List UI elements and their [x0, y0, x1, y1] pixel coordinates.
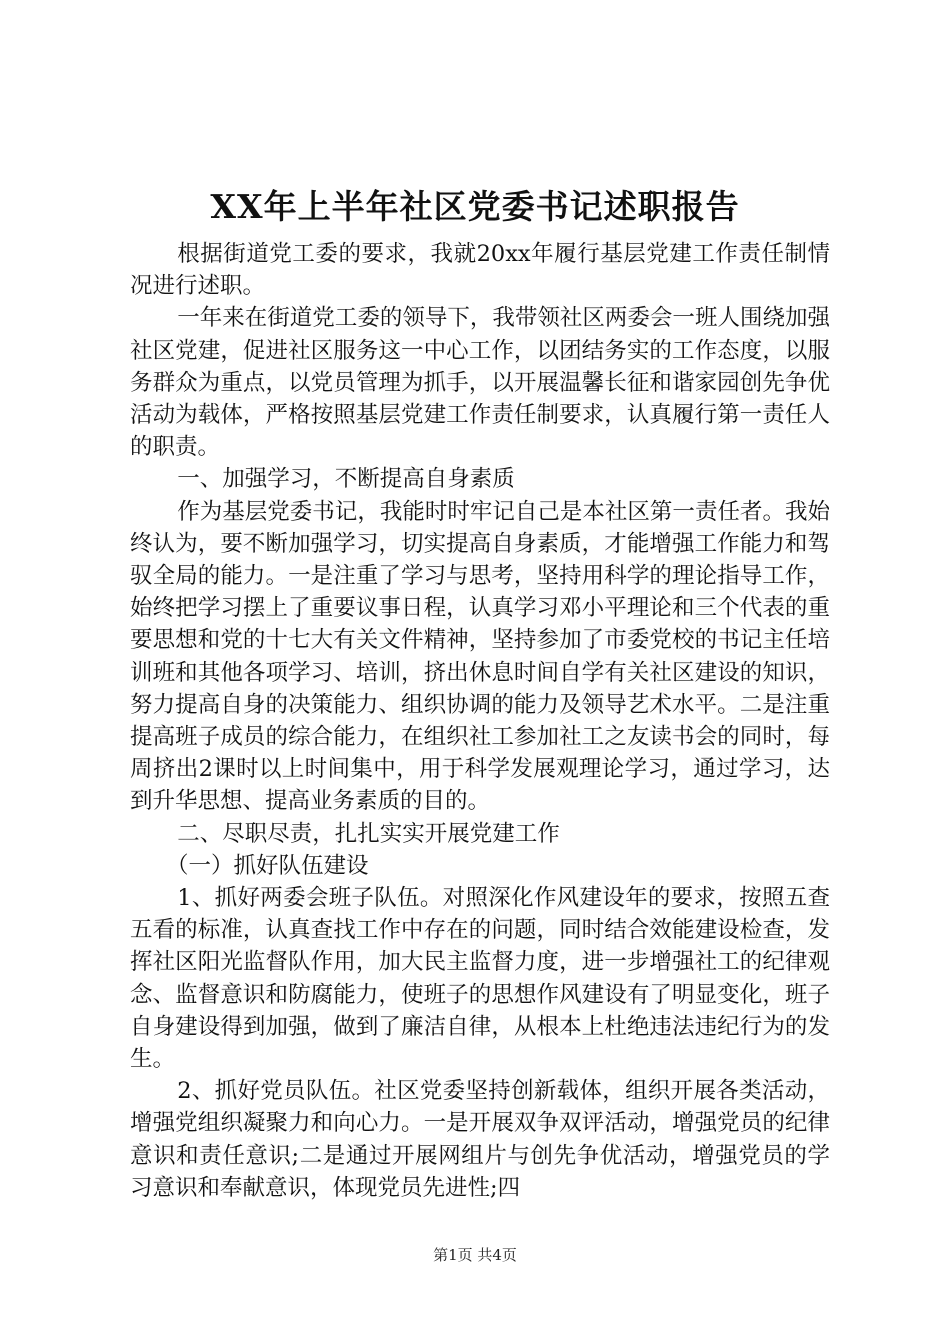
document-body	[130, 238, 830, 1204]
section-heading-1: 一、加强学习，不断提高自身素质	[177, 466, 515, 493]
document-title: XX年上半年社区党委书记述职报告	[210, 187, 740, 226]
paragraph-members: 2、抓好党员队伍。社区党委坚持创新载体，组织开展各类活动，增强党组织凝聚力和向心力。一是开展双争双评活动，增强党员的纪律意识和责任意识;二是通过开展网组片与创先争优活动，增强党员的学习意识和奉献意识，体现党员先进性;四	[130, 1078, 830, 1201]
paragraph-overview: 一年来在街道党工委的领导下，我带领社区两委会一班人围绕加强社区党建，促进社区服务这一中心工作，以团结务实的工作态度，以服务群众为重点，以党员管理为抓手，以开展温馨长征和谐家园创先争优活动为载体，严格按照基层党建工作责任制要求，认真履行第一责任人的职责。	[130, 305, 830, 461]
paragraph-intro: 根据街道党工委的要求，我就20xx年履行基层党建工作责任制情况进行述职。	[130, 241, 830, 300]
subsection-heading-1: （一）抓好队伍建设	[166, 852, 369, 879]
page-footer: 第1页 共4页	[433, 1246, 517, 1264]
section-heading-2: 二、尽职尽责，扎扎实实开展党建工作	[177, 820, 560, 847]
paragraph-study: 作为基层党委书记，我能时时牢记自己是本社区第一责任者。我始终认为，要不断加强学习，切实提高自身素质，才能增强工作能力和驾驭全局的能力。一是注重了学习与思考，坚持用科学的理论指导工作，始终把学习摆上了重要议事日程，认真学习邓小平理论和三个代表的重要思想和党的十七大有关文件精神，坚持参加了市委党校的书记主任培训班和其他各项学习、培训，挤出休息时间自学有关社区建设的知识，努力提高自身的决策能力、组织协调的能力及领导艺术水平。二是注重提高班子成员的综合能力，在组织社工参加社工之友读书会的同时，每周挤出2课时以上时间集中，用于科学发展观理论学习，通过学习，达到升华思想、提高业务素质的目的。	[130, 498, 830, 815]
paragraph-team: 1、抓好两委会班子队伍。对照深化作风建设年的要求，按照五查五看的标准，认真查找工作中存在的问题，同时结合效能建设检查，发挥社区阳光监督队作用，加大民主监督力度，进一步增强社工的纪律观念、监督意识和防腐能力，使班子的思想作风建设有了明显变化，班子自身建设得到加强，做到了廉洁自律，从根本上杜绝违法违纪行为的发生。	[130, 885, 830, 1073]
